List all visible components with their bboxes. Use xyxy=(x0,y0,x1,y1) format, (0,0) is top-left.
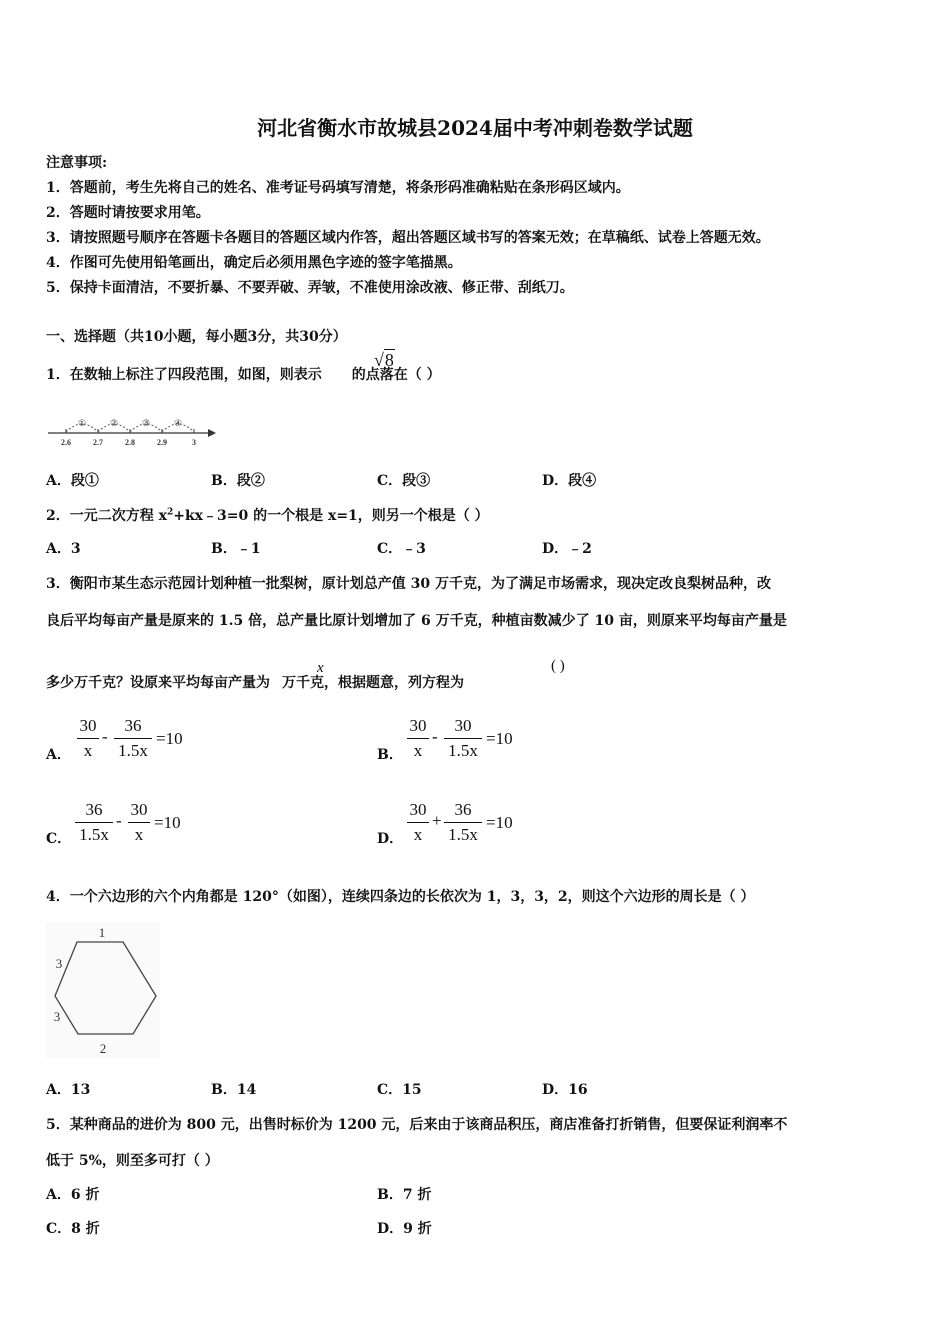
question-2-text: 2．一元二次方程 $x^2+kx﹣3=0$ 的一个根是 x=1，则另一个根是（ ） xyxy=(46,507,489,524)
q3-option-d-label: D． xyxy=(377,831,404,847)
axis-arrow xyxy=(208,429,216,437)
q1-option-b: B．段② xyxy=(211,473,265,489)
segment-label: ③ xyxy=(141,419,151,429)
q5-option-b: B．7 折 xyxy=(377,1187,432,1203)
operator: - xyxy=(116,811,122,830)
axis-label: 2.7 xyxy=(93,438,103,447)
side-label: 1 xyxy=(98,925,106,940)
notice-item: 5．保持卡面清洁，不要折暴、不要弄破、弄皱，不准使用涂改液、修正带、刮纸刀。 xyxy=(46,280,574,296)
q1-option-a: A．段① xyxy=(46,473,99,489)
number-line-figure xyxy=(46,410,216,450)
operator: - xyxy=(102,727,108,746)
notice-item: 4．作图可先使用铅笔画出，确定后必须用黑色字迹的签字笔描黑。 xyxy=(46,255,462,271)
hexagon-figure xyxy=(46,922,160,1058)
q5-option-a: A．6 折 xyxy=(46,1187,100,1203)
section-heading: 一、选择题（共10小题，每小题3分，共30分） xyxy=(46,329,347,345)
sqrt-symbol: √ xyxy=(374,350,384,370)
equals-ten: =10 xyxy=(486,729,513,748)
q1-option-d: D．段④ xyxy=(542,473,597,489)
q4-option-d: D．16 xyxy=(542,1082,588,1098)
operator: - xyxy=(432,727,438,746)
side-label: 2 xyxy=(99,1041,107,1056)
axis-label: 3 xyxy=(192,438,196,447)
question-4-text: 4．一个六边形的六个内角都是 120°（如图），连续四条边的长依次为 1，3，3，2，则这个六边形的周长是（ ） xyxy=(46,889,755,905)
variable-x: x xyxy=(317,660,324,676)
fraction: $\frac{30}{x}$ xyxy=(77,716,99,761)
fraction: $\frac{36}{1.5x}$ xyxy=(75,800,113,845)
notice-heading: 注意事项: xyxy=(46,155,108,171)
q2-option-c: C．﹣3 xyxy=(377,541,426,557)
notice-item: 3．请按照题号顺序在答题卡各题目的答题区域内作答，超出答题区域书写的答案无效；在草稿纸、试卷上答题无效。 xyxy=(46,230,770,246)
operator: + xyxy=(432,811,442,830)
fraction: $\frac{36}{1.5x}$ xyxy=(444,800,482,845)
question-5-line1: 5．某种商品的进价为 800 元，出售时标价为 1200 元，后来由于该商品积压，商店准备打折销售，但要保证利润率不 xyxy=(46,1117,788,1133)
q2-option-d: D．﹣2 xyxy=(542,541,592,557)
sqrt-expression xyxy=(374,350,395,371)
question-1-text: 1．在数轴上标注了四段范围，如图，则表示 的点落在（ ） xyxy=(46,367,441,383)
answer-paren: ( ) xyxy=(551,658,565,674)
axis-label: 2.9 xyxy=(157,438,167,447)
segment-label: ① xyxy=(77,419,87,429)
axis-label: 2.6 xyxy=(61,438,71,447)
side-label: 3 xyxy=(53,1009,61,1024)
notice-item: 1．答题前，考生先将自己的姓名、准考证号码填写清楚，将条形码准确粘贴在条形码区域内。 xyxy=(46,180,630,196)
question-3-line1: 3．衡阳市某生态示范园计划种植一批梨树，原计划总产值 30 万千克，为了满足市场需求，现决定改良梨树品种，改 xyxy=(46,576,771,592)
q2-option-a: A．3 xyxy=(46,541,81,557)
equals-ten: =10 xyxy=(486,813,513,832)
notice-item: 2．答题时请按要求用笔。 xyxy=(46,205,210,221)
fraction: $\frac{36}{1.5x}$ xyxy=(114,716,152,761)
fraction: $\frac{30}{x}$ xyxy=(407,800,429,845)
fraction: $\frac{30}{x}$ xyxy=(407,716,429,761)
q4-option-c: C．15 xyxy=(377,1082,422,1098)
page-title: 河北省衡水市故城县2024届中考冲刺卷数学试题 xyxy=(257,116,693,140)
q3-option-c-label: C． xyxy=(46,831,72,847)
segment-label: ② xyxy=(109,419,119,429)
question-3-line2: 良后平均每亩产量是原来的 1.5 倍，总产量比原计划增加了 6 万千克，种植亩数减少了 10 亩，则原来平均每亩产量是 xyxy=(46,613,787,629)
equals-ten: =10 xyxy=(154,813,181,832)
q3-option-b-label: B． xyxy=(377,747,403,763)
q1-option-c: C．段③ xyxy=(377,473,431,489)
segment-label: ④ xyxy=(173,419,183,429)
q4-option-b: B．14 xyxy=(211,1082,257,1098)
q3-option-a-label: A． xyxy=(46,747,71,763)
q4-option-a: A．13 xyxy=(46,1082,91,1098)
fraction: $\frac{30}{1.5x}$ xyxy=(444,716,482,761)
side-label: 3 xyxy=(55,956,63,971)
question-5-line2: 低于 5%，则至多可打（ ） xyxy=(46,1153,219,1169)
q5-option-c: C．8 折 xyxy=(46,1221,100,1237)
axis-label: 2.8 xyxy=(125,438,135,447)
equals-ten: =10 xyxy=(156,729,183,748)
radicand: 8 xyxy=(384,350,394,370)
fraction: $\frac{30}{x}$ xyxy=(128,800,150,845)
q2-option-b: B．﹣1 xyxy=(211,541,261,557)
q5-option-d: D．9 折 xyxy=(377,1221,432,1237)
question-3-line3: 多少万千克？设原来平均每亩产量为 万千克，根据题意，列方程为 xyxy=(46,675,464,691)
